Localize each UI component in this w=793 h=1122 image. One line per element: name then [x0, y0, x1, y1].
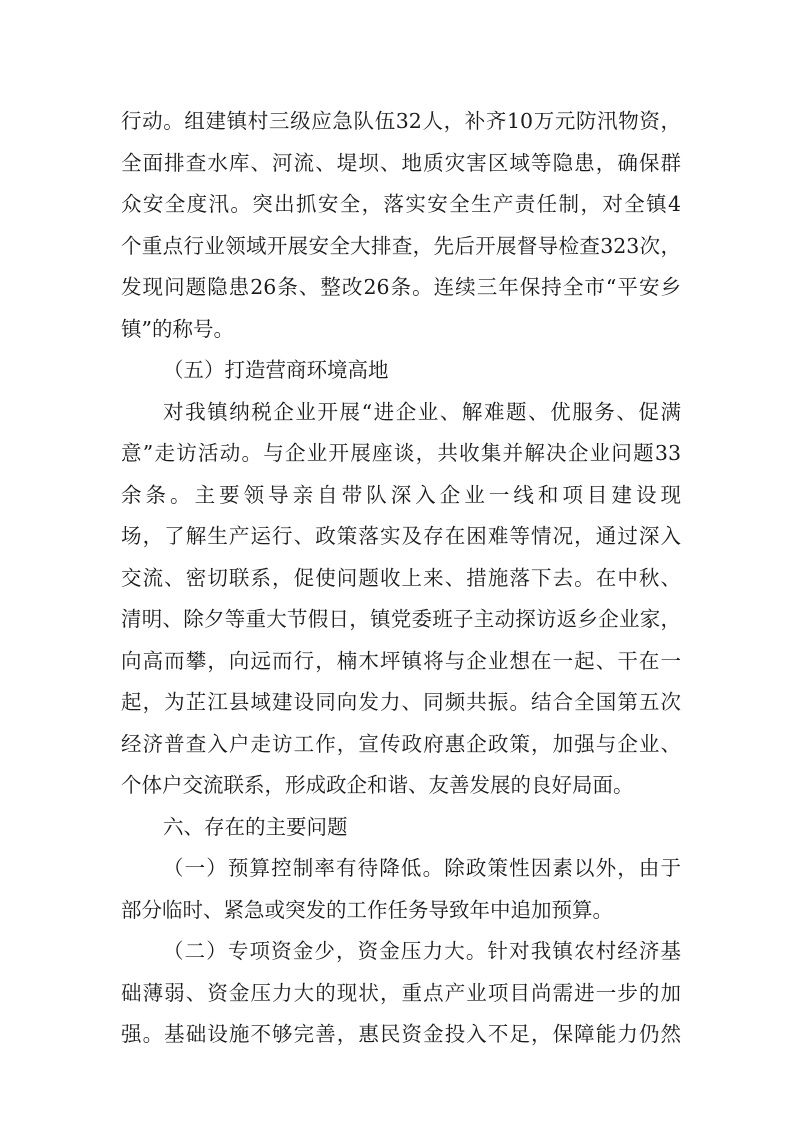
- text-line: 镇”的称号。: [121, 316, 234, 341]
- text-line: 向高而攀，向远而行，楠木坪镇将与企业想在一起、干在一: [121, 648, 681, 673]
- text-line: 余条。主要领导亲自带队深入企业一线和项目建设现: [121, 482, 681, 507]
- text-line: 意”走访活动。与企业开展座谈，共收集并解决企业问题33: [121, 441, 681, 465]
- section-heading: （五）打造营商环境高地: [163, 358, 389, 382]
- text-line: （二）专项资金少，资金压力大。针对我镇农村经济基: [163, 939, 681, 963]
- text-line: 个重点行业领域开展安全大排查，先后开展督导检查323次，: [121, 233, 681, 258]
- text-line: 强。基础设施不够完善，惠民资金投入不足，保障能力仍然: [121, 1022, 681, 1046]
- text-line: 清明、除夕等重大节假日，镇党委班子主动探访返乡企业家，: [121, 607, 681, 631]
- section-heading: 六、存在的主要问题: [163, 814, 348, 839]
- text-line: 场，了解生产运行、政策落实及存在困难等情况，通过深入: [121, 524, 681, 548]
- text-line: 对我镇纳税企业开展“进企业、解难题、优服务、促满: [163, 399, 681, 424]
- text-line: 部分临时、紧急或突发的工作任务导致年中追加预算。: [121, 897, 613, 922]
- text-line: 个体户交流联系，形成政企和谐、友善发展的良好局面。: [121, 773, 634, 797]
- text-line: 全面排查水库、河流、堤坝、地质灾害区域等隐患，确保群: [121, 150, 681, 175]
- text-line: 经济普查入户走访工作，宣传政府惠企政策，加强与企业、: [121, 731, 681, 756]
- text-line: 础薄弱、资金压力大的现状，重点产业项目尚需进一步的加: [121, 980, 681, 1005]
- body-text: [121, 101, 681, 1056]
- text-line: 发现问题隐患26条、整改26条。连续三年保持全市“平安乡: [121, 275, 681, 299]
- text-line: 众安全度汛。突出抓安全，落实安全生产责任制，对全镇4: [121, 192, 681, 216]
- text-line: 交流、密切联系，促使问题收上来、措施落下去。在中秋、: [121, 565, 681, 590]
- text-line: 起，为芷江县域建设同向发力、同频共振。结合全国第五次: [121, 690, 681, 714]
- text-line: 行动。组建镇村三级应急队伍32人，补齐10万元防汛物资，: [121, 109, 681, 133]
- text-line: （一）预算控制率有待降低。除政策性因素以外，由于: [163, 856, 681, 880]
